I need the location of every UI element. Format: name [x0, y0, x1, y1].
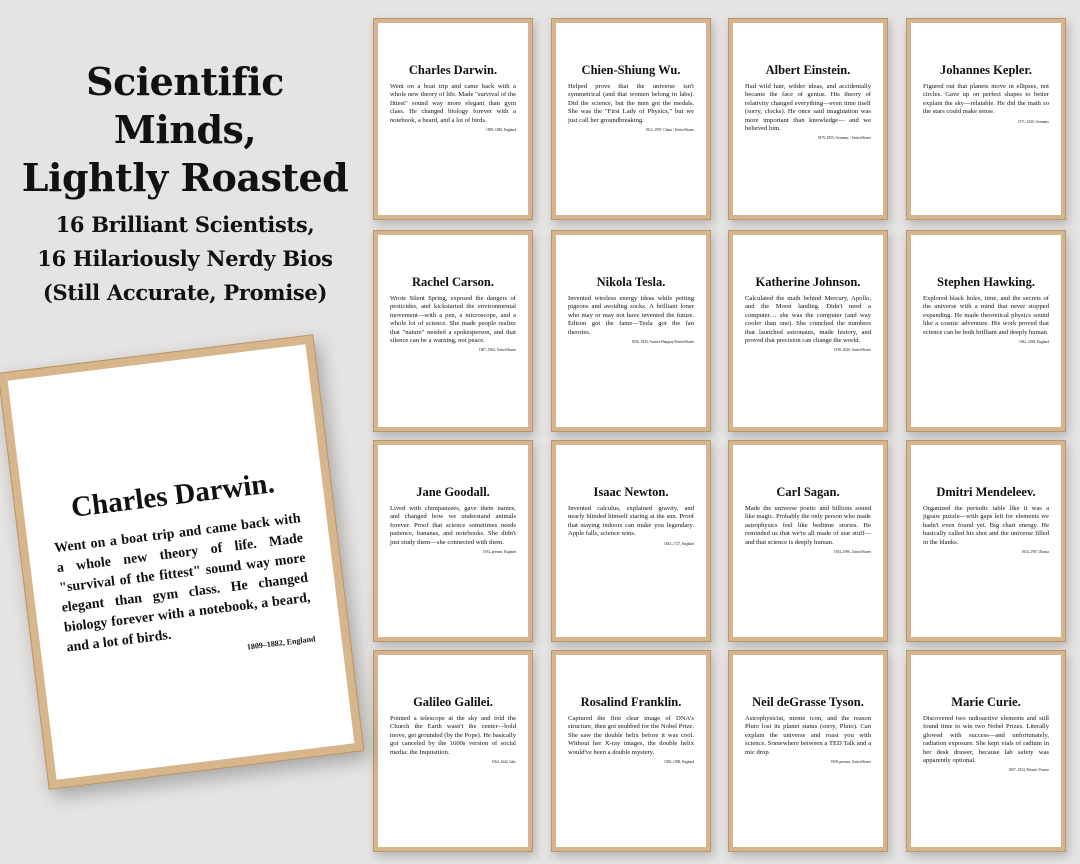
poster-bio: Helped prove that the universe isn't symmetrical (and that women belong in labs). Did the science, but the men got the medals. She was the "First Lady of Physics," but we just call her groundbreaking.: [568, 83, 694, 124]
poster-dates: 1934–1996, United States: [833, 550, 871, 555]
headline-line-1: Scientific Minds,: [86, 59, 284, 152]
poster-dates: 1643–1727, England: [664, 541, 694, 546]
poster-bio: Made the universe poetic and billions sound like magic. Probably the only person who made astrophysics feel like bedtime stories. He reminded us that we're all made of star stuff—and that science is deeply human.: [745, 505, 871, 546]
poster-paper: [733, 445, 883, 637]
subheadline-line-3: (Still Accurate, Promise): [42, 280, 328, 305]
poster-dates: 1912–1997, China / United States: [645, 128, 694, 133]
poster-frame-charles-darwin: [373, 18, 533, 220]
poster-bio: Explored black holes, time, and the secrets of the universe with a mind that never stopped expanding. He made theoretical physics sound like a cosmic adventure. His work proved that science can be both brilliant and deeply human.: [923, 295, 1049, 336]
poster-paper: [556, 235, 706, 427]
subheadline-line-1: 16 Brilliant Scientists,: [55, 212, 315, 237]
poster-name: Neil deGrasse Tyson.: [752, 695, 864, 709]
poster-paper: [378, 235, 528, 427]
poster-dates: 1564–1642, Italy: [491, 760, 516, 765]
poster-dates: 1856–1943, Austria-Hungary/United States: [631, 340, 694, 345]
poster-bio: Invented calculus, explained gravity, and nearly blinded himself staring at the sun. Proof that staying indoors can make you legendary. Apple falls, science wins.: [568, 505, 694, 538]
featured-poster-frame: [0, 334, 364, 790]
poster-paper: [556, 655, 706, 847]
featured-poster-paper: [8, 344, 355, 780]
poster-paper: [733, 235, 883, 427]
poster-frame-dmitri-mendeleev: [906, 440, 1066, 642]
poster-dates: 1879–1955, Germany / United States: [817, 136, 871, 141]
poster-frame-rachel-carson: [373, 230, 533, 432]
poster-name: Rosalind Franklin.: [580, 695, 682, 709]
poster-frame-marie-curie: [906, 650, 1066, 852]
poster-bio: Invented wireless energy ideas while petting pigeons and avoiding socks. A brilliant loner who may or may not have invented the future. Edison got the fame—Tesla got the fan theories.: [568, 295, 694, 336]
poster-frame-johannes-kepler: [906, 18, 1066, 220]
poster-bio: Calculated the math behind Mercury, Apollo, and the Moon landing. Didn't need a computer… she was the computer (and way cooler than one). She crunched the numbers that launched astronauts, made history, and proved that precision can change the world.: [745, 295, 871, 345]
poster-frame-neil-degrasse-tyson: [728, 650, 888, 852]
poster-name: Marie Curie.: [951, 695, 1021, 709]
poster-name: Rachel Carson.: [412, 275, 494, 289]
poster-dates: 1918–2020, United States: [833, 348, 871, 353]
poster-paper: [911, 655, 1061, 847]
poster-dates: 1920–1958, England: [664, 760, 694, 765]
poster-frame-stephen-hawking: [906, 230, 1066, 432]
poster-dates: 1934–present, England: [482, 550, 516, 555]
poster-dates: 1834–1907, Russia: [1021, 550, 1049, 555]
poster-name: Johannes Kepler.: [940, 63, 1032, 77]
poster-name: Stephen Hawking.: [937, 275, 1035, 289]
poster-name: Jane Goodall.: [416, 485, 490, 499]
poster-dates: 1809–1882, England: [486, 128, 516, 133]
poster-name: Nikola Tesla.: [596, 275, 666, 289]
poster-bio: Discovered two radioactive elements and still found time to win two Nobel Prizes. Literally glowed with success—and unfortunately, radiation exposure. She kept vials of radium in her desk drawer, because lab safety was apparently optional.: [923, 715, 1049, 765]
poster-frame-chien-shiung-wu: [551, 18, 711, 220]
poster-paper: [556, 445, 706, 637]
poster-paper: [911, 445, 1061, 637]
subheadline-line-2: 16 Hilariously Nerdy Bios: [37, 246, 333, 271]
featured-poster-dates: 1809–1882, England: [246, 634, 316, 652]
poster-dates: 1907–1964, United States: [478, 348, 516, 353]
poster-bio: Astrophysicist, meme icon, and the reason Pluto lost its planet status (sorry, Pluto). Can explain the universe and roast you with science. Somewhere between a TED Talk and a mic drop.: [745, 715, 871, 756]
poster-frame-jane-goodall: [373, 440, 533, 642]
poster-name: Carl Sagan.: [776, 485, 840, 499]
poster-paper: [911, 23, 1061, 215]
headline: [10, 58, 360, 202]
poster-bio: Had wild hair, wilder ideas, and accidentally became the face of genius. His theory of relativity changed everything—even time itself (sorry, clocks). He once said imagination was more important than knowledge— and we believed him.: [745, 83, 871, 133]
poster-paper: [378, 445, 528, 637]
poster-paper: [378, 655, 528, 847]
poster-bio: Figured out that planets move in ellipses, not circles. Gave up on perfect shapes to better explain the sky—relatable. He did the math so the stars could make sense.: [923, 83, 1049, 116]
poster-bio: Wrote Silent Spring, exposed the dangers of pesticides, and kickstarted the environmental movement—with a pen, a microscope, and a whole lot of science. She made people realize that "nature" needed a spokesperson, and that silence can be a warning, not peace.: [390, 295, 516, 345]
headline-line-2: Lightly Roasted: [21, 155, 349, 200]
poster-dates: 1942–2018, England: [1019, 340, 1049, 345]
poster-frame-albert-einstein: [728, 18, 888, 220]
poster-frame-nikola-tesla: [551, 230, 711, 432]
poster-bio: Captured the first clear image of DNA's structure, then got snubbed for the Nobel Prize. She saw the double helix before it was cool. Without her X-ray images, the double helix would've been a double mystery.: [568, 715, 694, 756]
poster-name: Charles Darwin.: [408, 63, 498, 77]
poster-paper: [911, 235, 1061, 427]
poster-paper: [378, 23, 528, 215]
poster-name: Albert Einstein.: [765, 63, 851, 77]
poster-dates: 1571–1630, Germany: [1017, 119, 1049, 124]
poster-bio: Pointed a telescope at the sky and told the Church the Earth wasn't the center—bold move, get grounded (by the Pope). He basically got canceled by the 1600s version of social media: the Inquisition.: [390, 715, 516, 756]
poster-name: Katherine Johnson.: [755, 275, 861, 289]
featured-poster-bio: Went on a boat trip and came back with a whole new theory of life. Made "survival of the fittest" sound way more elegant than gym class. He changed biology forever with a notebook, a beard, and a lot of birds.: [53, 511, 312, 656]
poster-name: Isaac Newton.: [593, 485, 669, 499]
poster-frame-galileo-galilei: [373, 650, 533, 852]
poster-bio: Went on a boat trip and came back with a whole new theory of life. Made "survival of the fittest" sound way more elegant than gym class. He changed biology forever with a notebook, a beard, and a lot of birds.: [390, 83, 516, 124]
poster-name: Chien-Shiung Wu.: [581, 63, 681, 77]
poster-bio: Lived with chimpanzees, gave them names, and changed how we understand animals forever. Proof that science sometimes needs patience, bananas, and notebooks. She didn't just study them—she connected with them.: [390, 505, 516, 546]
poster-frame-katherine-johnson: [728, 230, 888, 432]
poster-name: Dmitri Mendeleev.: [936, 485, 1036, 499]
poster-frame-rosalind-franklin: [551, 650, 711, 852]
poster-paper: [556, 23, 706, 215]
poster-name: Galileo Galilei.: [413, 695, 493, 709]
poster-frame-carl-sagan: [728, 440, 888, 642]
subheadline: [8, 208, 362, 310]
poster-frame-isaac-newton: [551, 440, 711, 642]
poster-bio: Organized the periodic table like it was a jigsaw puzzle—with gaps left for elements we hadn't even found yet. Big chart energy. He basically called his shot and the universe filled in the blanks.: [923, 505, 1049, 546]
poster-dates: 1867–1934, Poland / France: [1008, 768, 1049, 773]
poster-dates: 1958–present, United States: [830, 760, 871, 765]
poster-paper: [733, 655, 883, 847]
featured-poster-name: Charles Darwin.: [69, 467, 277, 524]
poster-paper: [733, 23, 883, 215]
